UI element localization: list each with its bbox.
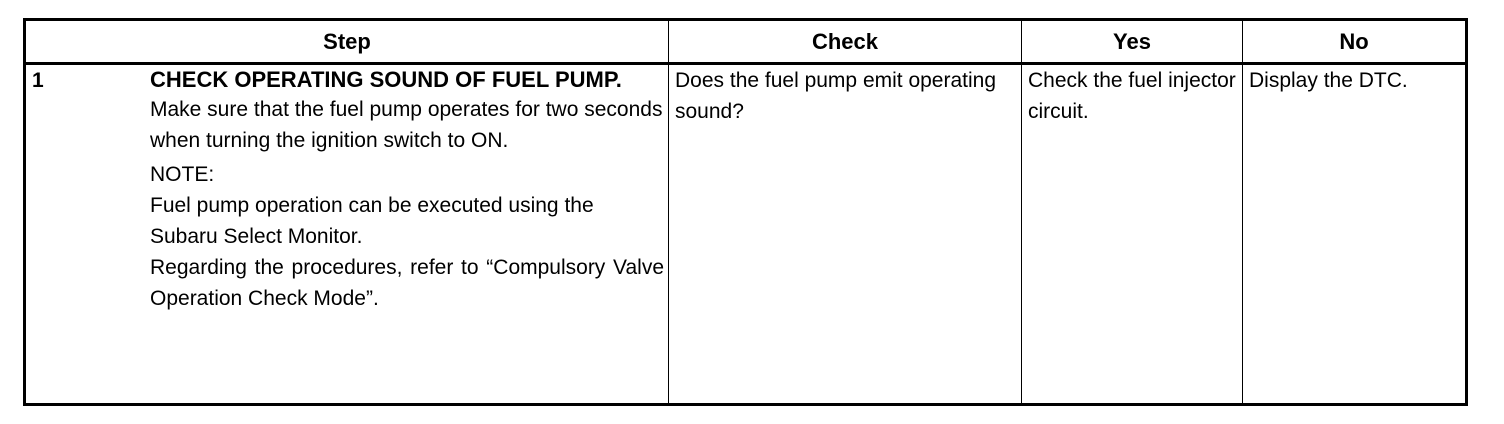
header-yes: Yes [1022, 20, 1243, 64]
note-label: NOTE: [150, 163, 215, 186]
step-cell [25, 64, 669, 405]
step-body [150, 65, 668, 314]
yes-cell [1022, 64, 1243, 405]
no-text: Display the DTC. [1249, 69, 1408, 92]
table-row [25, 64, 1467, 405]
header-step: Step [25, 20, 669, 64]
header-no: No [1243, 20, 1467, 64]
yes-text: Check the fuel injector circuit. [1028, 69, 1236, 123]
diagnostic-table [23, 18, 1468, 406]
header-check: Check [669, 20, 1022, 64]
check-cell [669, 64, 1022, 405]
note-text-1: Fuel pump operation can be executed using the Subaru Select Monitor. [150, 194, 594, 248]
step-title: CHECK OPERATING SOUND OF FUEL PUMP. [150, 67, 622, 92]
no-cell [1243, 64, 1467, 405]
note-text-2: Regarding the procedures, refer to “Compulsory Valve Operation Check Mode”. [150, 256, 664, 310]
step-number: 1 [32, 69, 44, 92]
check-text: Does the fuel pump emit operating sound? [675, 69, 997, 123]
step-instruction: Make sure that the fuel pump operates for two seconds when turning the ignition switch to ON. [150, 98, 663, 152]
table-header-row [25, 20, 1467, 64]
